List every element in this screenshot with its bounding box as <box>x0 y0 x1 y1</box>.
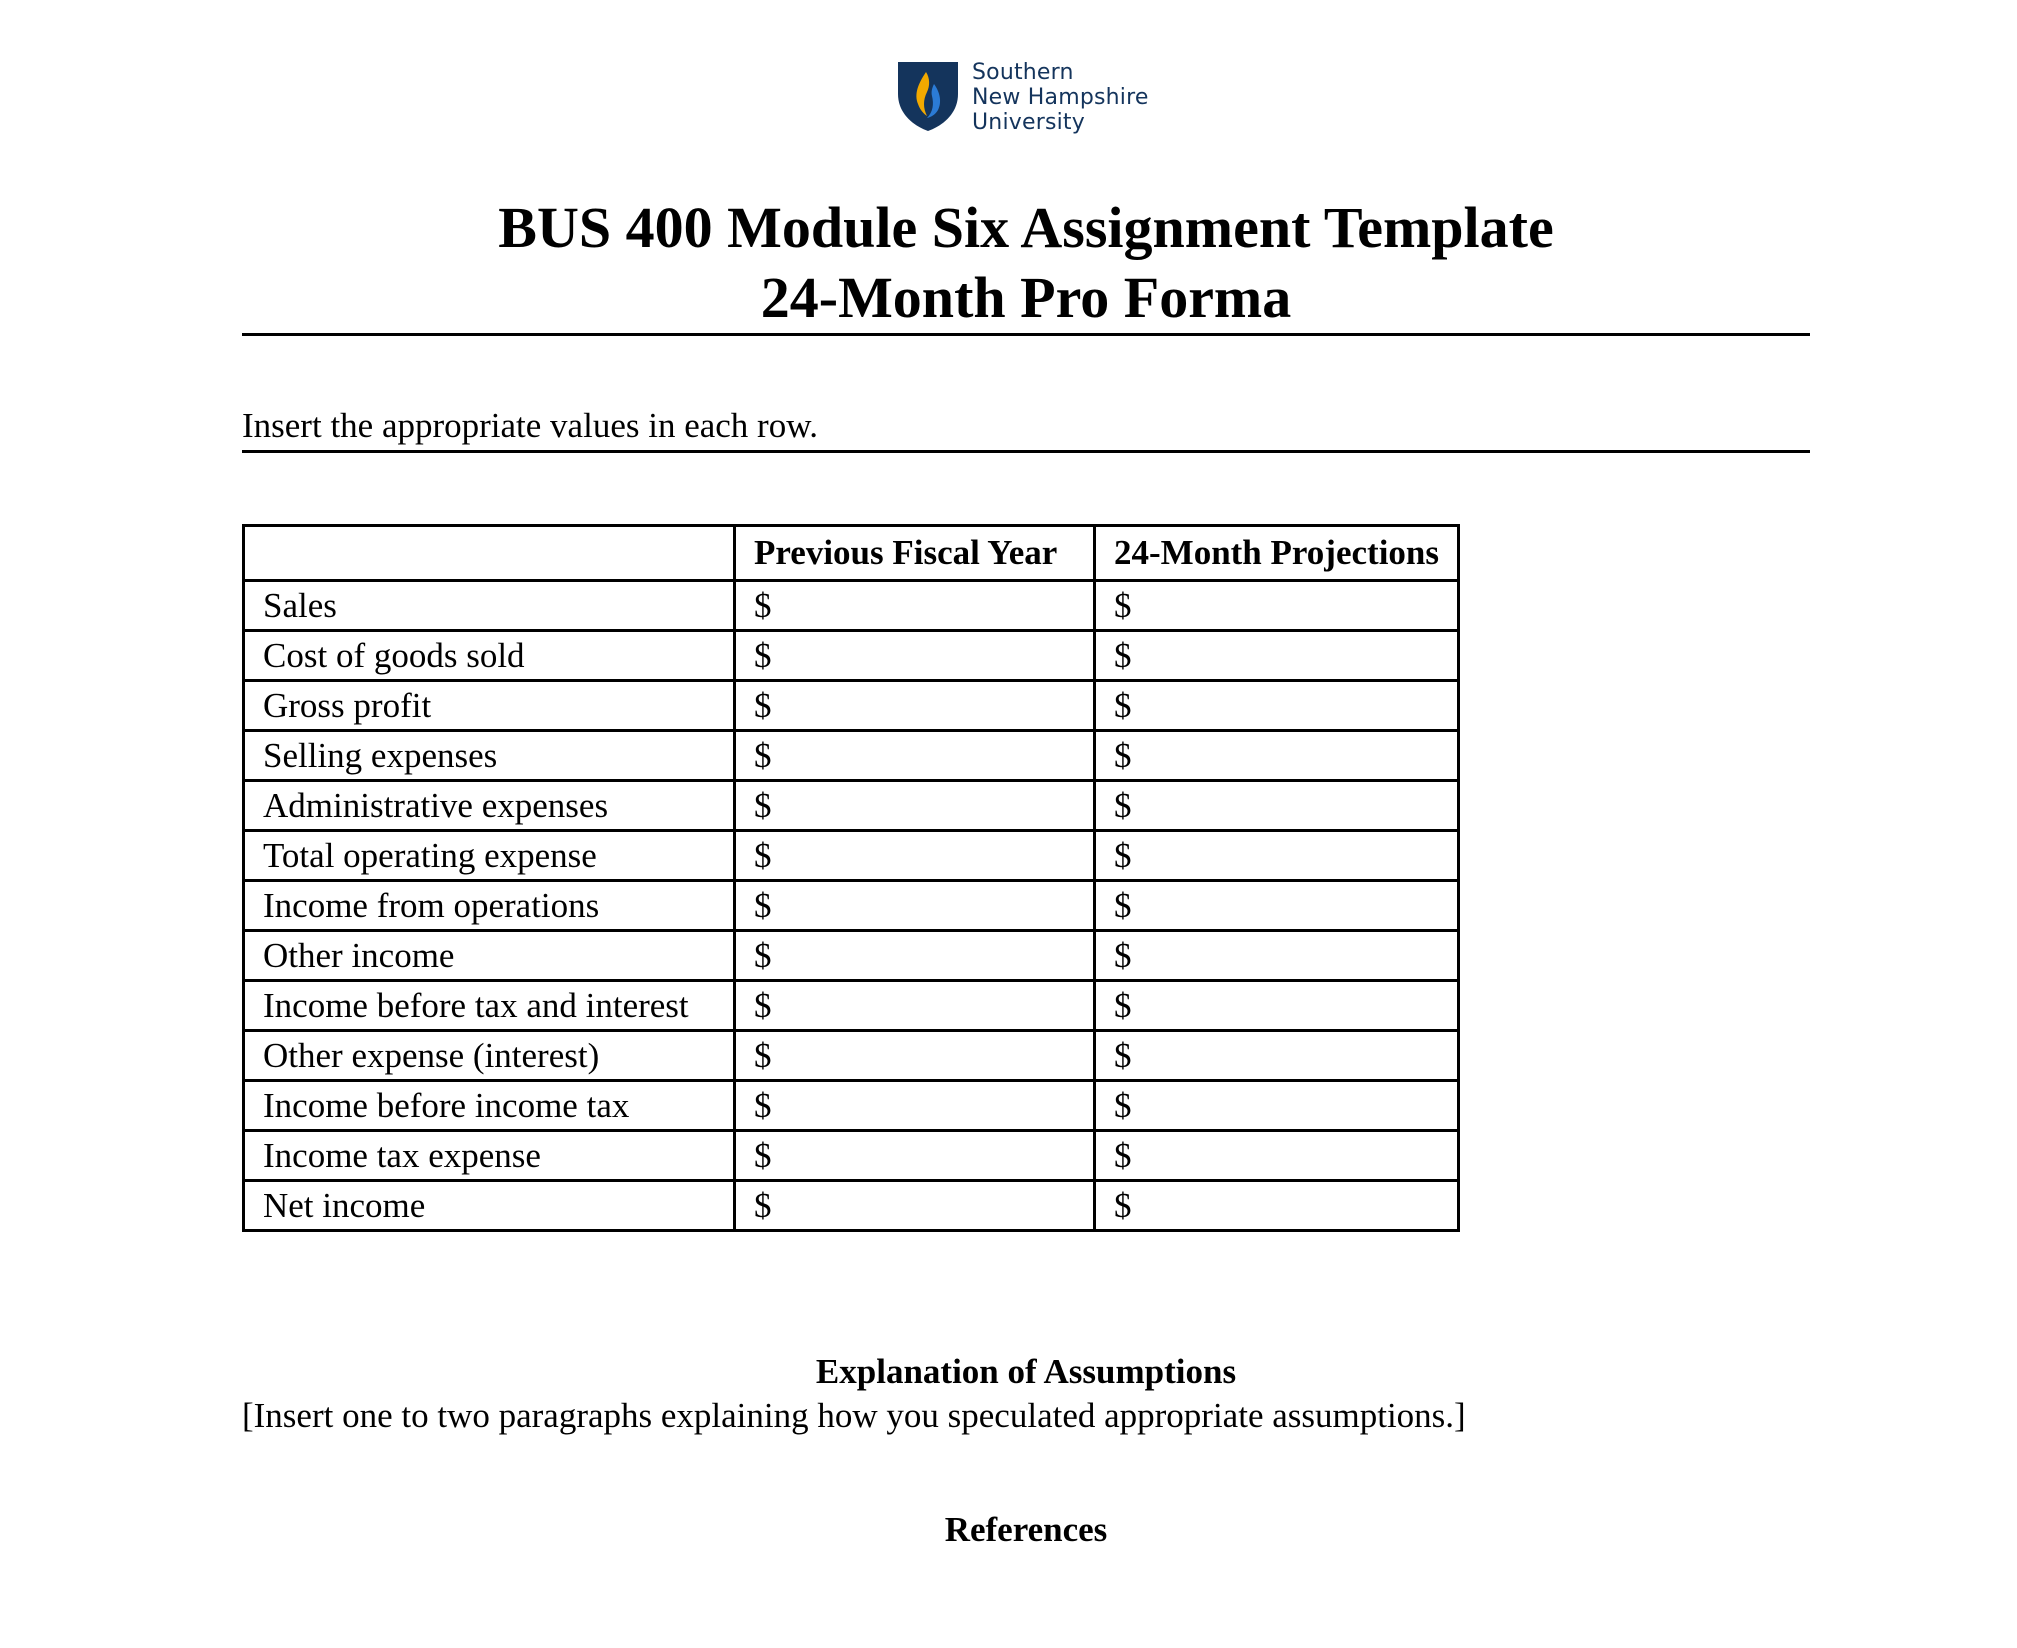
row-label: Cost of goods sold <box>244 631 735 681</box>
projection-cell[interactable]: $ <box>1095 581 1459 631</box>
previous-fiscal-year-cell[interactable]: $ <box>735 581 1095 631</box>
references-heading: References <box>944 1510 1108 1549</box>
previous-fiscal-year-cell[interactable]: $ <box>735 781 1095 831</box>
logo-wordmark <box>972 60 1149 135</box>
header-cell-24-month-projections: 24-Month Projections <box>1095 526 1459 581</box>
row-label: Other income <box>244 931 735 981</box>
assumptions-placeholder-text[interactable]: [Insert one to two paragraphs explaining how you speculated appropriate assumptions.] <box>242 1396 1466 1435</box>
table-row <box>244 1181 1459 1231</box>
row-label: Gross profit <box>244 681 735 731</box>
projection-cell[interactable]: $ <box>1095 681 1459 731</box>
table-row <box>244 581 1459 631</box>
document-title <box>242 193 1810 333</box>
previous-fiscal-year-cell[interactable]: $ <box>735 981 1095 1031</box>
table-row <box>244 1031 1459 1081</box>
previous-fiscal-year-cell[interactable]: $ <box>735 1081 1095 1131</box>
table-row <box>244 631 1459 681</box>
table-row <box>244 681 1459 731</box>
shield-flame-icon <box>896 60 960 132</box>
table-row <box>244 881 1459 931</box>
projection-cell[interactable]: $ <box>1095 781 1459 831</box>
previous-fiscal-year-cell[interactable]: $ <box>735 831 1095 881</box>
title-divider <box>242 333 1810 336</box>
previous-fiscal-year-cell[interactable]: $ <box>735 1181 1095 1231</box>
previous-fiscal-year-cell[interactable]: $ <box>735 1031 1095 1081</box>
shield-shape <box>898 62 958 131</box>
previous-fiscal-year-cell[interactable]: $ <box>735 1131 1095 1181</box>
logo-line-1: Southern <box>972 60 1074 85</box>
projection-cell[interactable]: $ <box>1095 731 1459 781</box>
logo-line-3: University <box>972 110 1085 135</box>
row-label: Income from operations <box>244 881 735 931</box>
previous-fiscal-year-cell[interactable]: $ <box>735 931 1095 981</box>
table-row <box>244 781 1459 831</box>
header-cell-previous-fiscal-year: Previous Fiscal Year <box>735 526 1095 581</box>
table-row <box>244 931 1459 981</box>
assumptions-heading: Explanation of Assumptions <box>815 1352 1237 1391</box>
table-header-row <box>244 526 1459 581</box>
row-label: Other expense (interest) <box>244 1031 735 1081</box>
previous-fiscal-year-cell[interactable]: $ <box>735 731 1095 781</box>
projection-cell[interactable]: $ <box>1095 1181 1459 1231</box>
table-row <box>244 981 1459 1031</box>
table-row <box>244 731 1459 781</box>
row-label: Income before tax and interest <box>244 981 735 1031</box>
row-label: Income before income tax <box>244 1081 735 1131</box>
table-row <box>244 1131 1459 1181</box>
projection-cell[interactable]: $ <box>1095 931 1459 981</box>
projection-cell[interactable]: $ <box>1095 981 1459 1031</box>
table-row <box>244 831 1459 881</box>
table-row <box>244 1081 1459 1131</box>
title-line-2: 24-Month Pro Forma <box>760 265 1292 330</box>
projection-cell[interactable]: $ <box>1095 881 1459 931</box>
university-logo <box>896 60 1149 135</box>
previous-fiscal-year-cell[interactable]: $ <box>735 631 1095 681</box>
title-line-1: BUS 400 Module Six Assignment Template <box>498 195 1554 260</box>
row-label: Total operating expense <box>244 831 735 881</box>
previous-fiscal-year-cell[interactable]: $ <box>735 881 1095 931</box>
instruction-text: Insert the appropriate values in each row. <box>242 406 818 445</box>
logo-line-2: New Hampshire <box>972 85 1149 110</box>
row-label: Administrative expenses <box>244 781 735 831</box>
projection-cell[interactable]: $ <box>1095 831 1459 881</box>
pro-forma-table <box>242 524 1460 1232</box>
row-label: Sales <box>244 581 735 631</box>
header-cell-label <box>244 526 735 581</box>
projection-cell[interactable]: $ <box>1095 1131 1459 1181</box>
projection-cell[interactable]: $ <box>1095 1031 1459 1081</box>
row-label: Income tax expense <box>244 1131 735 1181</box>
projection-cell[interactable]: $ <box>1095 1081 1459 1131</box>
row-label: Net income <box>244 1181 735 1231</box>
instruction-divider <box>242 450 1810 453</box>
row-label: Selling expenses <box>244 731 735 781</box>
projection-cell[interactable]: $ <box>1095 631 1459 681</box>
previous-fiscal-year-cell[interactable]: $ <box>735 681 1095 731</box>
